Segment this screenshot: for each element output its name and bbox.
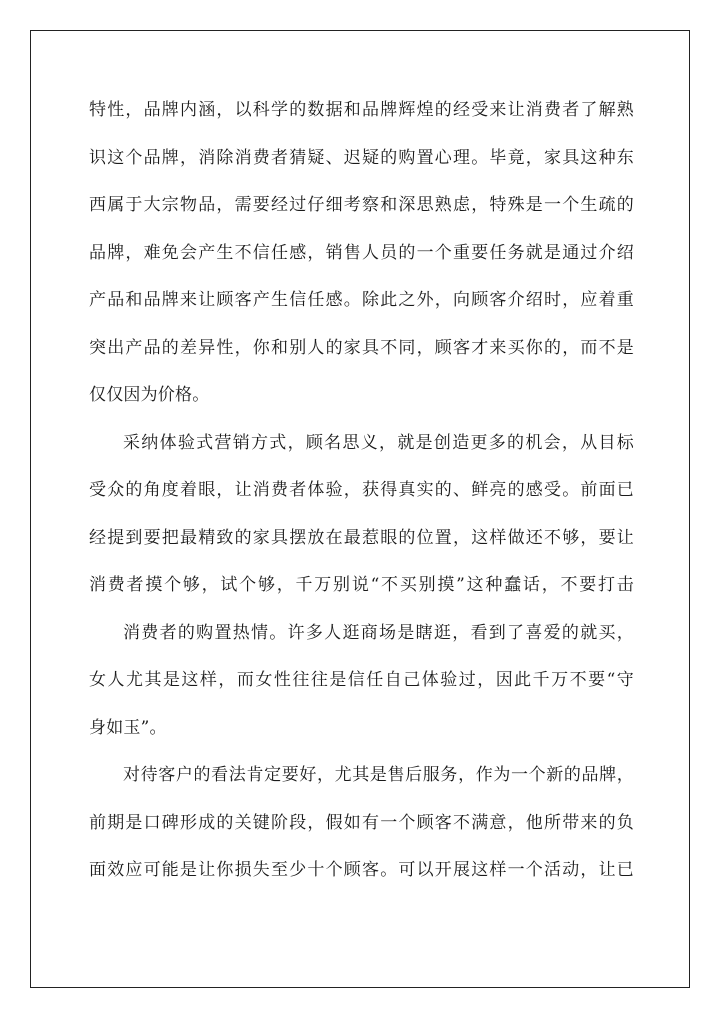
text-line: 品牌，难免会产生不信任感，销售人员的一个重要任务就是通过介绍 bbox=[89, 243, 634, 263]
text-line: 身如玉”。 bbox=[89, 718, 167, 738]
text-line: 受众的角度着眼，让消费者体验，获得真实的、鲜亮的感受。前面已 bbox=[89, 480, 634, 500]
text-line: 仅仅因为价格。 bbox=[89, 385, 210, 405]
text-line: 对待客户的看法肯定要好，尤其是售后服务，作为一个新的品牌， bbox=[123, 765, 634, 785]
text-line: 女人尤其是这样，而女性往往是信任自己体验过，因此千万不要“守 bbox=[89, 670, 634, 690]
page-border bbox=[30, 30, 690, 988]
text-line: 突出产品的差异性，你和别人的家具不同，顾客才来买你的，而不是 bbox=[89, 338, 634, 358]
text-line: 西属于大宗物品，需要经过仔细考察和深思熟虑，特殊是一个生疏的 bbox=[89, 195, 634, 215]
text-line: 前期是口碑形成的关键阶段，假如有一个顾客不满意，他所带来的负 bbox=[89, 813, 634, 833]
text-line: 消费者摸个够，试个够，千万别说“不买别摸”这种蠢话，不要打击 bbox=[89, 575, 634, 595]
text-line: 特性，品牌内涵，以科学的数据和品牌辉煌的经受来让消费者了解熟 bbox=[89, 100, 634, 120]
text-line: 识这个品牌，消除消费者猜疑、迟疑的购置心理。毕竟，家具这种东 bbox=[89, 148, 634, 168]
text-line: 消费者的购置热情。许多人逛商场是瞎逛，看到了喜爱的就买， bbox=[123, 623, 634, 643]
text-line: 面效应可能是让你损失至少十个顾客。可以开展这样一个活动，让已 bbox=[89, 860, 634, 880]
text-line: 经提到要把最精致的家具摆放在最惹眼的位置，这样做还不够，要让 bbox=[89, 528, 634, 548]
text-line: 产品和品牌来让顾客产生信任感。除此之外，向顾客介绍时，应着重 bbox=[89, 290, 634, 310]
text-line: 采纳体验式营销方式，顾名思义，就是创造更多的机会，从目标 bbox=[123, 433, 634, 453]
